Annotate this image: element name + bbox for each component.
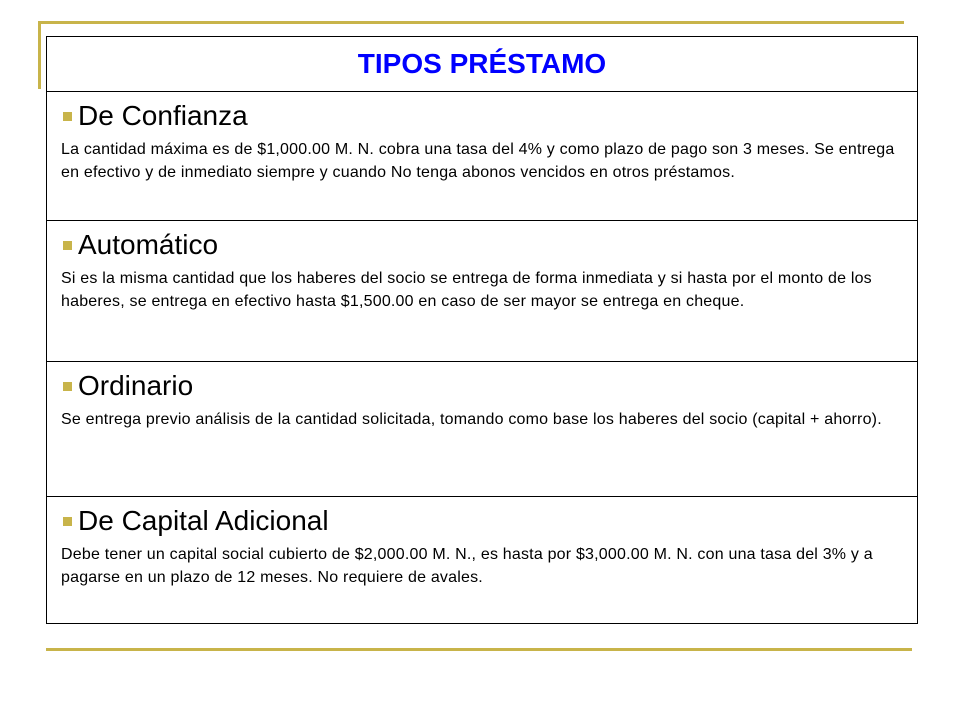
decorative-top-rule [38, 21, 904, 24]
table-row-de-capital-adicional [47, 497, 918, 624]
page-title: TIPOS PRÉSTAMO [357, 48, 607, 79]
section-cell [47, 92, 918, 221]
section-description: Si es la misma cantidad que los haberes del socio se entrega de forma inmediata y si hasta por el monto de los haberes, se entrega en efectivo hasta $1,500.00 en caso de ser mayor se entrega en cheque. [61, 270, 872, 310]
section-cell [47, 497, 918, 624]
section-heading-text: Ordinario [78, 370, 194, 401]
section-description: Debe tener un capital social cubierto de $2,000.00 M. N., es hasta por $3,000.00 M. N. con una tasa del 3% y a pagarse en un plazo de 12 meses. No requiere de avales. [61, 546, 873, 586]
table-header-row [47, 37, 918, 92]
table-row-de-confianza [47, 92, 918, 221]
table-row-ordinario [47, 362, 918, 497]
square-bullet-icon [63, 112, 72, 121]
loan-types-table [46, 36, 918, 624]
section-description: Se entrega previo análisis de la cantidad solicitada, tomando como base los haberes del socio (capital + ahorro). [61, 411, 882, 428]
square-bullet-icon [63, 517, 72, 526]
section-heading [61, 503, 905, 539]
section-heading-text: De Capital Adicional [78, 505, 329, 536]
section-description: La cantidad máxima es de $1,000.00 M. N. cobra una tasa del 4% y como plazo de pago son 3 meses. Se entrega en efectivo y de inmediato siempre y cuando No tenga abonos vencidos en otros préstamos. [61, 141, 895, 181]
table-row-automatico [47, 221, 918, 362]
section-heading [61, 368, 905, 404]
section-heading [61, 98, 905, 134]
section-heading-text: Automático [78, 229, 219, 260]
square-bullet-icon [63, 241, 72, 250]
decorative-left-rule [38, 21, 41, 89]
section-cell [47, 362, 918, 497]
section-heading [61, 227, 905, 263]
decorative-bottom-rule [46, 648, 912, 651]
square-bullet-icon [63, 382, 72, 391]
section-heading-text: De Confianza [78, 100, 248, 131]
table-header-cell [47, 37, 918, 92]
section-cell [47, 221, 918, 362]
